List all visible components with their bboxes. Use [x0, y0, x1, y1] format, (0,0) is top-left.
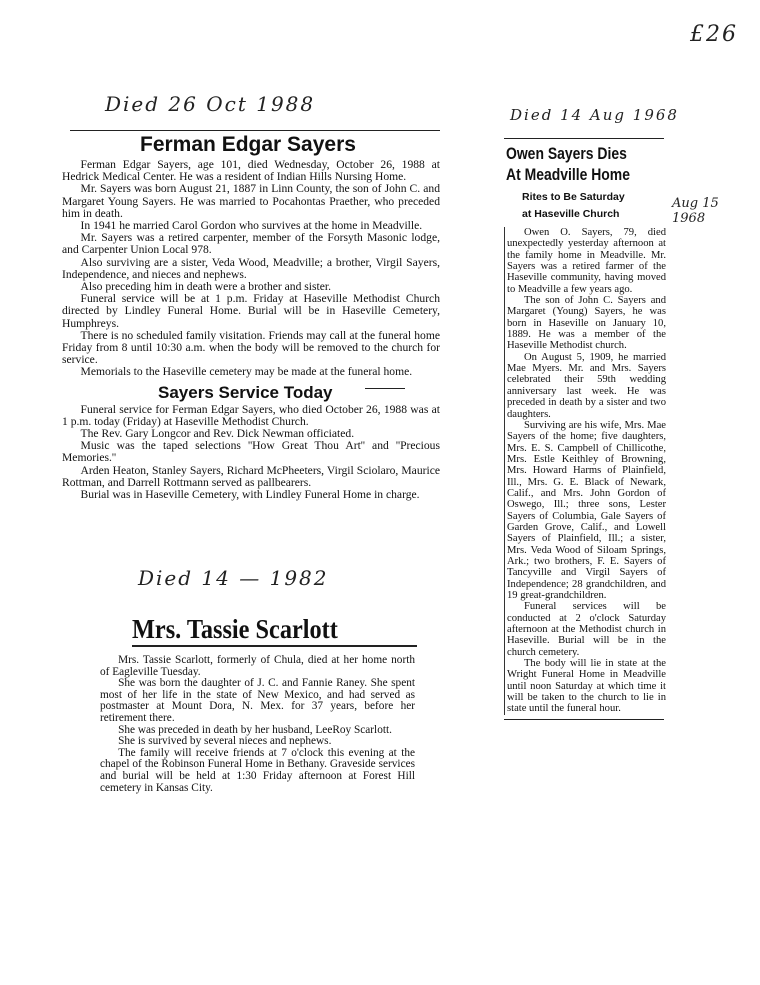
paragraph: Mr. Sayers was a retired carpenter, member of the Forsyth Masonic lodge, and Carpenter Union Local 978.: [62, 231, 440, 257]
divider: [70, 130, 440, 131]
owen-article: [504, 227, 666, 715]
paragraph: The Rev. Gary Longcor and Rev. Dick Newman officiated.: [80, 427, 355, 441]
ferman-article: [62, 159, 440, 379]
service-article: [62, 404, 440, 502]
paragraph: There is no scheduled family visitation. Friends may call at the funeral home Friday from 8 until 10:30 a.m. when the body will be removed to the church for service.: [62, 328, 440, 367]
owen-subtitle-line1: Rites to Be Saturday: [522, 191, 625, 203]
handwritten-note-tassie: Died 14 — 1982: [138, 566, 329, 590]
paragraph: She is survived by several nieces and nephews.: [118, 735, 332, 748]
paragraph: Also surviving are a sister, Veda Wood, Meadville; a brother, Virgil Sayers, Independence, and nieces and nephews.: [62, 255, 440, 281]
service-header: [62, 383, 440, 404]
handwritten-note-ferman: Died 26 Oct 1988: [105, 92, 316, 116]
paragraph: The family will receive friends at 7 o'clock this evening at the chapel of the Robinson Funeral Home in Bethany. Graveside services and burial will be held at 1:30 Friday afternoon at Forest Hill cemetery in Kansas City.: [100, 746, 415, 794]
handwritten-note-owen-date: Aug 15 1968: [672, 196, 719, 226]
handwritten-page-number: £26: [690, 22, 738, 47]
paragraph: In 1941 he married Carol Gordon who survives at the home in Meadville.: [80, 219, 423, 233]
paragraph: Owen O. Sayers, 79, died unexpectedly yesterday afternoon at the family home in Meadville. Mr. Sayers was a retired farmer of the Haseville community, having moved to Meadville a few years ago.: [507, 227, 666, 295]
owen-title: [506, 143, 637, 185]
paragraph: Mrs. Tassie Scarlott, formerly of Chula, died at her home north of Eagleville Tuesday.: [100, 654, 415, 678]
paragraph: On August 5, 1909, he married Mae Myers. Mr. and Mrs. Sayers celebrated their 59th wedding anniversary last week. He was preceded in death by a sister and two daughters.: [507, 351, 666, 420]
owen-subtitle-line2: at Haseville Church: [522, 208, 620, 220]
divider: [504, 138, 664, 139]
paragraph: She was born the daughter of J. C. and Fannie Raney. She spent most of her life in the state of New Mexico, and had served as postmaster at Mount Dora, N. Mex. for 37 years, before her retirement there.: [100, 677, 415, 724]
service-title: Sayers Service Today: [158, 382, 333, 402]
ferman-title: Ferman Edgar Sayers: [140, 133, 356, 156]
paragraph: Burial was in Haseville Cemetery, with Lindley Funeral Home in charge.: [80, 488, 420, 502]
paragraph: Mr. Sayers was born August 21, 1887 in Linn County, the son of John C. and Margaret Young Sayers. He was married to Pocahontas Praether, who preceded him in death.: [62, 182, 440, 220]
owen-title-line2: At Meadville Home: [506, 165, 630, 184]
paragraph: Surviving are his wife, Mrs. Mae Sayers of the home; five daughters, Mrs. E. S. Campbell of Chillicothe, Mrs. Estle Keithley of Browning, Mrs. Howard Harms of Plainfield, Ill., Mrs. G. E. Black of Newark, Calif., and Mrs. John Gordon of Oswego, Ill.; three sons, Lester Sayers of Columbia, Gale Sayers of Garden Grove, Calif., and Lowell Sayers of Plainfield, Ill.; a sister, Mrs. Veda Wood of Siloam Springs, Ark.; two brothers, F. E. Sayers of Tancyville and Virgil Sayers of Independence; 28 grandchildren, and 19 great-grandchildren.: [507, 419, 666, 601]
tassie-article: [100, 655, 415, 794]
paragraph: Also preceding him in death were a brother and sister.: [80, 280, 332, 294]
handwritten-note-owen: Died 14 Aug 1968: [510, 106, 679, 124]
divider: [132, 645, 417, 647]
tassie-column: [100, 614, 415, 794]
paragraph: Arden Heaton, Stanley Sayers, Richard McPheeters, Virgil Sciolaro, Maurice Rottman, and Darrell Rottmann served as pallbearers.: [62, 463, 440, 489]
tassie-title: Mrs. Tassie Scarlott: [132, 614, 338, 644]
paragraph: Funeral service for Ferman Edgar Sayers, who died October 26, 1988 was at 1 p.m. today (Friday) at Haseville Methodist Church.: [62, 402, 440, 428]
owen-title-line1: Owen Sayers Dies: [506, 144, 627, 163]
owen-subtitle: [522, 189, 666, 223]
divider: [504, 719, 664, 720]
paragraph: Funeral service will be at 1 p.m. Friday at Haseville Methodist Church directed by Lindley Funeral Home. Burial will be in Haseville Cemetery, Humphreys.: [62, 292, 440, 330]
divider: [365, 388, 405, 389]
paragraph: The body will lie in state at the Wright Funeral Home in Meadville until noon Saturday at which time it will be taken to the church to lie in state until the funeral hour.: [507, 658, 666, 715]
paragraph: Ferman Edgar Sayers, age 101, died Wednesday, October 26, 1988 at Hedrick Medical Center. He was a resident of Indian Hills Nursing Home.: [62, 158, 440, 184]
paragraph: Memorials to the Haseville cemetery may be made at the funeral home.: [80, 365, 413, 379]
paragraph: Funeral services will be conducted at 2 o'clock Saturday afternoon at the Methodist church in Haseville. Burial will be in the church cemetery.: [507, 601, 666, 658]
left-column: [62, 130, 440, 501]
paragraph: The son of John C. Sayers and Margaret (Young) Sayers, he was born in Haseville on January 10, 1889. He was a member of the Haseville Methodist church.: [507, 295, 666, 352]
paragraph: She was preceded in death by her husband, LeeRoy Scarlott.: [118, 723, 392, 736]
paragraph: Music was the taped selections ''How Great Thou Art'' and ''Precious Memories.'': [62, 439, 440, 465]
owen-column: [504, 138, 666, 720]
